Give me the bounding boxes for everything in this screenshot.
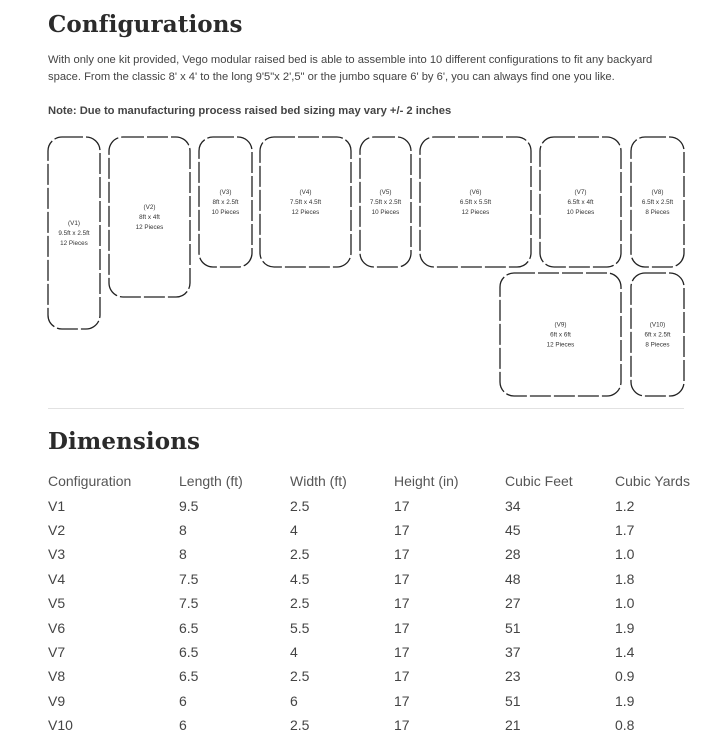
cell-length: 6.5 bbox=[179, 619, 199, 636]
column-header-width: Width (ft) bbox=[290, 473, 347, 490]
bed-pieces: 12 Pieces bbox=[546, 341, 575, 349]
bed-size: 6ft x 6ft bbox=[550, 331, 571, 339]
table-row bbox=[48, 664, 690, 688]
cell-length: 8 bbox=[179, 521, 187, 538]
table-row bbox=[48, 542, 690, 566]
bed-pieces: 10 Pieces bbox=[371, 209, 400, 216]
cell-cubic-yards: 1.9 bbox=[615, 692, 635, 709]
cell-cubic-feet: 23 bbox=[505, 668, 521, 685]
bed-size: 7.5ft x 4.5ft bbox=[289, 199, 322, 206]
cell-cubic-feet: 27 bbox=[505, 595, 521, 612]
bed-configuration-v4 bbox=[260, 137, 351, 267]
column-header-height: Height (in) bbox=[394, 473, 459, 490]
cell-height: 17 bbox=[394, 497, 410, 514]
bed-pieces: 8 Pieces bbox=[645, 341, 670, 349]
cell-height: 17 bbox=[394, 717, 410, 734]
cell-cubic-feet: 37 bbox=[505, 643, 521, 660]
dimensions-table bbox=[48, 469, 690, 737]
cell-width: 2.5 bbox=[290, 668, 310, 685]
cell-configuration: V9 bbox=[48, 692, 66, 709]
column-header-length: Length (ft) bbox=[179, 473, 243, 490]
bed-configuration-v10 bbox=[631, 273, 684, 396]
table-row bbox=[48, 713, 690, 737]
cell-configuration: V7 bbox=[48, 643, 66, 660]
cell-length: 6.5 bbox=[179, 668, 199, 685]
table-row bbox=[48, 493, 690, 517]
cell-cubic-yards: 1.2 bbox=[615, 497, 635, 514]
cell-length: 8 bbox=[179, 546, 187, 563]
cell-length: 6.5 bbox=[179, 643, 199, 660]
cell-cubic-feet: 28 bbox=[505, 546, 521, 563]
dimensions-heading: Dimensions bbox=[48, 428, 201, 455]
cell-configuration: V10 bbox=[48, 717, 73, 734]
cell-cubic-yards: 1.8 bbox=[615, 570, 635, 587]
bed-pieces: 12 Pieces bbox=[291, 209, 320, 216]
cell-width: 6 bbox=[290, 692, 298, 709]
cell-configuration: V2 bbox=[48, 521, 66, 538]
column-header-configuration: Configuration bbox=[48, 473, 132, 490]
bed-size: 6.5ft x 2.5ft bbox=[641, 199, 674, 206]
cell-height: 17 bbox=[394, 521, 410, 538]
cell-configuration: V1 bbox=[48, 497, 66, 514]
table-row bbox=[48, 567, 690, 591]
cell-cubic-yards: 1.9 bbox=[615, 619, 635, 636]
configurations-intro: With only one kit provided, Vego modular raised bed is able to assemble into 10 different configurations to fit any backyard space. From the classic 8' x 4' to the long 9'5"x 2',5" or the jumbo square 6' by 6', you can always find one you like. bbox=[48, 54, 653, 83]
bed-size: 9.5ft x 2.5ft bbox=[58, 230, 90, 237]
bed-pieces: 10 Pieces bbox=[211, 209, 240, 216]
cell-length: 7.5 bbox=[179, 595, 199, 612]
bed-configuration-v5 bbox=[360, 137, 411, 267]
bed-size: 6.5ft x 4ft bbox=[567, 199, 594, 206]
cell-length: 9.5 bbox=[179, 497, 199, 514]
cell-cubic-feet: 51 bbox=[505, 619, 521, 636]
bed-configuration-v8 bbox=[631, 137, 684, 267]
bed-size: 6.5ft x 5.5ft bbox=[459, 199, 492, 206]
cell-configuration: V5 bbox=[48, 595, 66, 612]
cell-length: 6 bbox=[179, 717, 187, 734]
cell-length: 7.5 bbox=[179, 570, 199, 587]
configurations-heading: Configurations bbox=[48, 11, 243, 38]
sizing-note: Note: Due to manufacturing process raised bed sizing may vary +/- 2 inches bbox=[48, 105, 452, 117]
cell-height: 17 bbox=[394, 570, 410, 587]
table-row bbox=[48, 689, 690, 713]
cell-height: 17 bbox=[394, 595, 410, 612]
cell-cubic-yards: 1.0 bbox=[615, 595, 635, 612]
bed-label: (V9) bbox=[554, 321, 567, 329]
cell-width: 4.5 bbox=[290, 570, 310, 587]
cell-height: 17 bbox=[394, 546, 410, 563]
cell-height: 17 bbox=[394, 692, 410, 709]
bed-label: (V5) bbox=[379, 189, 392, 196]
bed-label: (V10) bbox=[649, 321, 666, 329]
bed-size: 8ft x 4ft bbox=[139, 214, 160, 221]
table-row bbox=[48, 591, 690, 615]
bed-configuration-v7 bbox=[540, 137, 621, 267]
column-header-cubic-yards: Cubic Yards bbox=[615, 473, 690, 490]
bed-size: 8ft x 2.5ft bbox=[212, 199, 239, 206]
cell-cubic-yards: 1.4 bbox=[615, 643, 635, 660]
cell-cubic-feet: 48 bbox=[505, 570, 521, 587]
bed-label: (V1) bbox=[68, 220, 80, 227]
bed-label: (V2) bbox=[143, 204, 156, 211]
cell-cubic-yards: 1.0 bbox=[615, 546, 635, 563]
cell-configuration: V4 bbox=[48, 570, 66, 587]
cell-cubic-feet: 34 bbox=[505, 497, 521, 514]
bed-label: (V7) bbox=[574, 189, 587, 196]
bed-configuration-v6 bbox=[420, 137, 531, 267]
bed-configuration-v3 bbox=[199, 137, 252, 267]
bed-label: (V4) bbox=[299, 189, 312, 196]
cell-width: 4 bbox=[290, 643, 298, 660]
cell-cubic-feet: 45 bbox=[505, 521, 521, 538]
bed-pieces: 10 Pieces bbox=[566, 209, 595, 216]
cell-width: 2.5 bbox=[290, 595, 310, 612]
bed-size: 6ft x 2.5ft bbox=[644, 331, 671, 339]
cell-configuration: V8 bbox=[48, 668, 66, 685]
bed-size: 7.5ft x 2.5ft bbox=[369, 199, 402, 206]
cell-height: 17 bbox=[394, 619, 410, 636]
cell-configuration: V3 bbox=[48, 546, 66, 563]
table-row bbox=[48, 640, 690, 664]
bed-pieces: 12 Pieces bbox=[135, 224, 164, 231]
cell-cubic-yards: 0.9 bbox=[615, 668, 635, 685]
cell-configuration: V6 bbox=[48, 619, 66, 636]
cell-width: 2.5 bbox=[290, 717, 310, 734]
table-header-row bbox=[48, 469, 690, 493]
bed-label: (V6) bbox=[469, 189, 482, 196]
cell-length: 6 bbox=[179, 692, 187, 709]
cell-cubic-yards: 1.7 bbox=[615, 521, 635, 538]
cell-width: 5.5 bbox=[290, 619, 310, 636]
table-row bbox=[48, 518, 690, 542]
bed-label: (V8) bbox=[651, 189, 664, 196]
bed-pieces: 8 Pieces bbox=[645, 209, 670, 216]
bed-pieces: 12 Pieces bbox=[60, 240, 88, 247]
bed-configuration-v9 bbox=[500, 273, 621, 396]
section-divider bbox=[48, 408, 684, 409]
bed-pieces: 12 Pieces bbox=[461, 209, 490, 216]
cell-cubic-feet: 51 bbox=[505, 692, 521, 709]
bed-label: (V3) bbox=[219, 189, 232, 196]
cell-cubic-feet: 21 bbox=[505, 717, 521, 734]
table-row bbox=[48, 615, 690, 639]
cell-height: 17 bbox=[394, 668, 410, 685]
bed-configuration-v1 bbox=[48, 137, 100, 329]
cell-width: 2.5 bbox=[290, 497, 310, 514]
cell-cubic-yards: 0.8 bbox=[615, 717, 635, 734]
cell-width: 2.5 bbox=[290, 546, 310, 563]
cell-width: 4 bbox=[290, 521, 298, 538]
cell-height: 17 bbox=[394, 643, 410, 660]
bed-configuration-v2 bbox=[109, 137, 190, 297]
column-header-cubic-feet: Cubic Feet bbox=[505, 473, 573, 490]
